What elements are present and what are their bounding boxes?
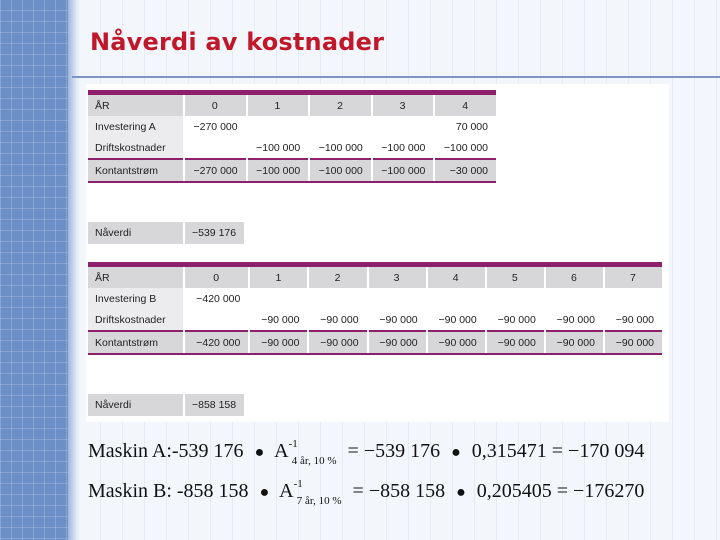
row-label: Kontantstrøm: [88, 159, 184, 182]
table-cell: −270 000: [184, 159, 247, 182]
table-b-header-cell: 7: [604, 265, 662, 289]
table-b-header-year: ÅR: [88, 265, 184, 289]
formula-rest: = −539 176: [347, 440, 441, 462]
table-a-header-year: ÅR: [88, 93, 184, 117]
table-cell: −270 000: [184, 116, 247, 137]
formula-lead: Maskin B: -858 158: [88, 480, 249, 502]
table-cell: −90 000: [308, 331, 367, 354]
table-cell: [545, 288, 604, 309]
table-row: [88, 137, 496, 159]
table-cell: −420 000: [184, 331, 249, 354]
decorative-left-strip: [0, 0, 68, 540]
table-cell: [184, 309, 249, 331]
table-b-header-cell: 2: [308, 265, 367, 289]
cashflow-table-b: [88, 262, 662, 355]
table-cell: [368, 288, 427, 309]
npv-table-a: [88, 222, 244, 244]
bullet-operator-icon: ●: [259, 484, 270, 501]
table-cell: −90 000: [486, 309, 545, 331]
table-cell: −90 000: [368, 331, 427, 354]
bullet-operator-icon: ●: [254, 444, 265, 461]
table-cell: −100 000: [434, 137, 496, 159]
table-cell: −100 000: [247, 159, 310, 182]
npv-label: Nåverdi: [88, 394, 184, 416]
table-cell: −100 000: [247, 137, 310, 159]
formula-maskin-b: [88, 480, 644, 505]
table-cell: [486, 288, 545, 309]
bullet-operator-icon: ●: [456, 484, 466, 501]
formula-lead: Maskin A:-539 176: [88, 440, 244, 462]
table-cell: −90 000: [368, 309, 427, 331]
table-cell: −90 000: [604, 309, 662, 331]
table-row: [88, 116, 496, 137]
table-cell: −100 000: [309, 159, 372, 182]
table-cell: −90 000: [545, 309, 604, 331]
table-cell: −90 000: [427, 331, 486, 354]
table-cell: −90 000: [545, 331, 604, 354]
table-b-header-row: [88, 265, 662, 289]
annuity-exponent: -1: [288, 438, 298, 451]
decorative-strip-edge: [68, 0, 78, 540]
table-cell: −90 000: [604, 331, 662, 354]
npv-value: −858 158: [184, 394, 244, 416]
table-b-header-cell: 1: [249, 265, 308, 289]
row-label: Driftskostnader: [88, 309, 184, 331]
table-cell: [184, 137, 247, 159]
table-cell: −90 000: [249, 331, 308, 354]
table-row: [88, 288, 662, 309]
table-a-header-cell: 2: [309, 93, 372, 117]
row-label: Kontantstrøm: [88, 331, 184, 354]
table-b-header-cell: 6: [545, 265, 604, 289]
row-label: Investering B: [88, 288, 184, 309]
table-cell: −100 000: [372, 137, 435, 159]
table-b-header-cell: 0: [184, 265, 249, 289]
annuity-subscript: 7 år, 10 %: [296, 495, 342, 507]
npv-value: −539 176: [184, 222, 244, 244]
npv-table-b: [88, 394, 244, 416]
table-cell: −30 000: [434, 159, 496, 182]
table-a-header-cell: 1: [247, 93, 310, 117]
row-label: Investering A: [88, 116, 184, 137]
table-a-header-row: [88, 93, 496, 117]
table-cell: −90 000: [249, 309, 308, 331]
table-b-header-cell: 4: [427, 265, 486, 289]
formula-factor: 0,315471 = −170 094: [471, 440, 645, 462]
table-cell: [249, 288, 308, 309]
annuity-subscript: 4 år, 10 %: [291, 455, 337, 467]
table-cell: −100 000: [309, 137, 372, 159]
table-a-header-cell: 3: [372, 93, 435, 117]
formula-maskin-a: [88, 440, 644, 465]
cashflow-table-a: [88, 90, 496, 183]
table-cell: −90 000: [427, 309, 486, 331]
table-a-header-cell: 4: [434, 93, 496, 117]
formula-rest: = −858 158: [352, 480, 446, 502]
table-row: [88, 309, 662, 331]
annuity-symbol: A: [279, 480, 294, 502]
table-b-header-cell: 3: [368, 265, 427, 289]
table-cell: −90 000: [308, 309, 367, 331]
slide-title: Nåverdi av kostnader: [90, 28, 385, 56]
table-a-header-cell: 0: [184, 93, 247, 117]
table-total-row: [88, 331, 662, 354]
table-cell: −420 000: [184, 288, 249, 309]
table-cell: [427, 288, 486, 309]
table-cell: −100 000: [372, 159, 435, 182]
table-cell: [247, 116, 310, 137]
table-cell: [308, 288, 367, 309]
table-cell: [604, 288, 662, 309]
table-b-header-cell: 5: [486, 265, 545, 289]
annuity-exponent: -1: [293, 478, 303, 491]
table-cell: 70 000: [434, 116, 496, 137]
npv-label: Nåverdi: [88, 222, 184, 244]
table-cell: [309, 116, 372, 137]
table-total-row: [88, 159, 496, 182]
title-divider: [72, 76, 720, 78]
table-cell: −90 000: [486, 331, 545, 354]
bullet-operator-icon: ●: [451, 444, 461, 461]
table-cell: [372, 116, 435, 137]
formula-factor: 0,205405 = −176270: [476, 480, 645, 502]
row-label: Driftskostnader: [88, 137, 184, 159]
annuity-symbol: A: [274, 440, 289, 462]
